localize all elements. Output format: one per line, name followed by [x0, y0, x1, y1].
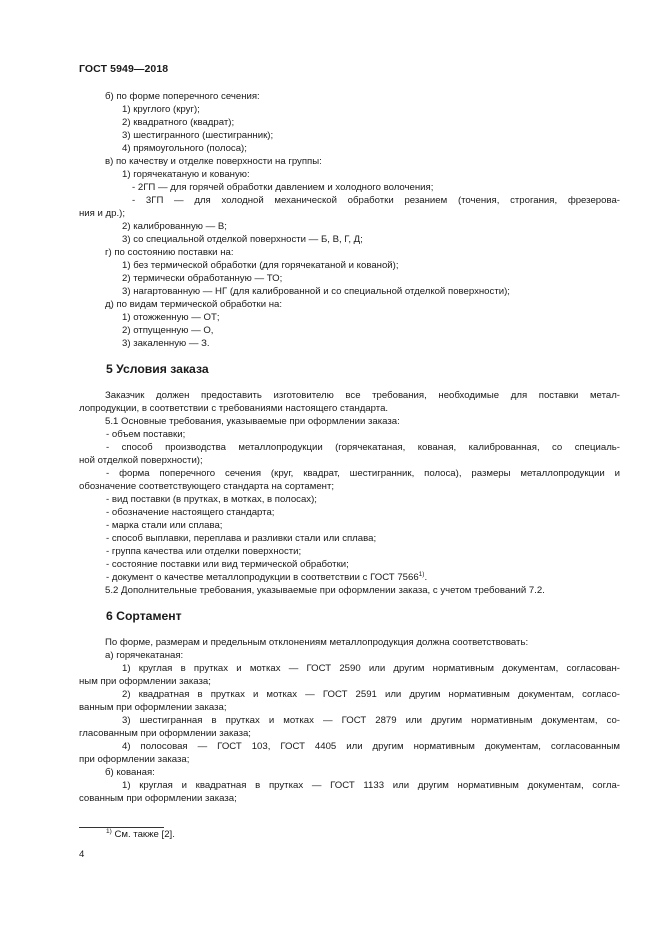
list-item: 2) отпущенную — О,	[122, 325, 214, 336]
list-item: 1) круглого (круг);	[122, 104, 200, 115]
requirement-text: - документ о качестве металлопродукции в соответствии с ГОСТ 7566	[106, 572, 419, 584]
requirement-item: - объем поставки;	[106, 429, 186, 441]
requirement-item	[79, 571, 620, 584]
clause-5-1: 5.1 Основные требования, указываемые при оформлении заказа:	[105, 416, 400, 428]
list-item: 1) без термической обработки (для горячекатаной и кованой);	[122, 260, 399, 271]
document-body	[79, 90, 620, 805]
list-item: а) горячекатаная:	[105, 650, 184, 662]
section-heading-assortment: 6 Сортамент	[106, 609, 182, 624]
list-item-continuation: ным при оформлении заказа;	[79, 676, 211, 688]
requirement-item: - способ выплавки, переплава и разливки стали или сплава;	[106, 533, 377, 545]
list-item: 2) калиброванную — В;	[122, 221, 227, 232]
requirement-item-continuation: обозначение соответствующего стандарта на сортамент;	[79, 481, 335, 493]
list-item-continuation: ванным при оформлении заказа;	[79, 702, 227, 714]
list-item-continuation: при оформлении заказа;	[79, 754, 190, 766]
document-code: ГОСТ 5949—2018	[79, 63, 169, 75]
requirement-item: - обозначение настоящего стандарта;	[106, 507, 275, 519]
paragraph-continuation: лопродукции, в соответствии с требованиями настоящего стандарта.	[79, 403, 389, 415]
list-item: в) по качеству и отделке поверхности на группы:	[105, 156, 322, 167]
section-heading-order-conditions: 5 Условия заказа	[106, 362, 209, 376]
list-item: д) по видам термической обработки на:	[105, 299, 283, 310]
list-item: 3) нагартованную — НГ (для калиброванной и со специальной отделкой поверхности);	[122, 286, 510, 297]
list-item-continuation: гласованным при оформлении заказа;	[79, 728, 251, 740]
list-item: 3) шестигранная в прутках и мотках — ГОСТ 2879 или другим нормативным документам, со-	[122, 715, 620, 727]
clause-5-2: 5.2 Дополнительные требования, указываемые при оформлении заказа, с учетом требований 7.2.	[105, 585, 545, 597]
list-item: 1) горячекатаную и кованую:	[122, 169, 250, 180]
requirement-item: - состояние поставки или вид термической обработки;	[106, 559, 349, 571]
list-item: - 3ГП — для холодной механической обработки резанием (точения, строгания, фрезерова-	[132, 195, 620, 206]
list-item: г) по состоянию поставки на:	[105, 247, 234, 258]
list-item: б) кованая:	[105, 767, 155, 779]
list-item: 3) со специальной отделкой поверхности — Б, В, Г, Д;	[122, 234, 363, 245]
requirement-item: - вид поставки (в прутках, в мотках, в полосах);	[106, 494, 317, 506]
list-item: 1) круглая в прутках и мотках — ГОСТ 2590 или другим нормативным документам, согласован-	[122, 663, 620, 675]
paragraph: Заказчик должен предоставить изготовителю все требования, необходимые для поставки метал-	[105, 390, 620, 402]
page-number: 4	[79, 849, 85, 860]
list-item: 2) квадратная в прутках и мотках — ГОСТ 2591 или другим нормативным документам, согласо-	[122, 689, 620, 701]
list-item: 4) прямоугольного (полоса);	[122, 143, 247, 154]
list-item: 1) круглая и квадратная в прутках — ГОСТ 1133 или другим нормативным документам, согла-	[122, 780, 620, 792]
list-item: 3) закаленную — З.	[122, 338, 210, 349]
list-item-continuation: сованным при оформлении заказа;	[79, 793, 237, 805]
list-item: - 2ГП — для горячей обработки давлением и холодного волочения;	[132, 182, 434, 193]
list-item: 1) отожженную — ОТ;	[122, 312, 220, 323]
list-item: 3) шестигранного (шестигранник);	[122, 130, 274, 141]
requirement-item: - группа качества или отделки поверхности;	[106, 546, 302, 558]
paragraph: По форме, размерам и предельным отклонениям металлопродукция должна соответствовать:	[105, 637, 529, 649]
footnote	[106, 828, 175, 841]
list-item-continuation: ния и др.);	[79, 208, 126, 219]
requirement-item: - способ производства металлопродукции (горячекатаная, кованая, калиброванная, со специаль-	[106, 442, 620, 454]
list-item: 4) полосовая — ГОСТ 103, ГОСТ 4405 или другим нормативным документам, согласованным	[122, 741, 620, 753]
list-item: 2) квадратного (квадрат);	[122, 117, 235, 128]
requirement-item: - марка стали или сплава;	[106, 520, 223, 532]
list-item: б) по форме поперечного сечения:	[105, 91, 260, 102]
footnote-reference[interactable]: 1)	[418, 571, 425, 578]
footnote-text: См. также [2].	[111, 829, 175, 840]
requirement-item: - форма поперечного сечения (круг, квадрат, шестигранник, полоса), размеры металлопродукции и	[106, 468, 620, 480]
punctuation: .	[424, 572, 428, 584]
requirement-item-continuation: ной отделкой поверхности);	[79, 455, 203, 467]
list-item: 2) термически обработанную — ТО;	[122, 273, 283, 284]
footnote-marker: 1)	[106, 827, 112, 835]
